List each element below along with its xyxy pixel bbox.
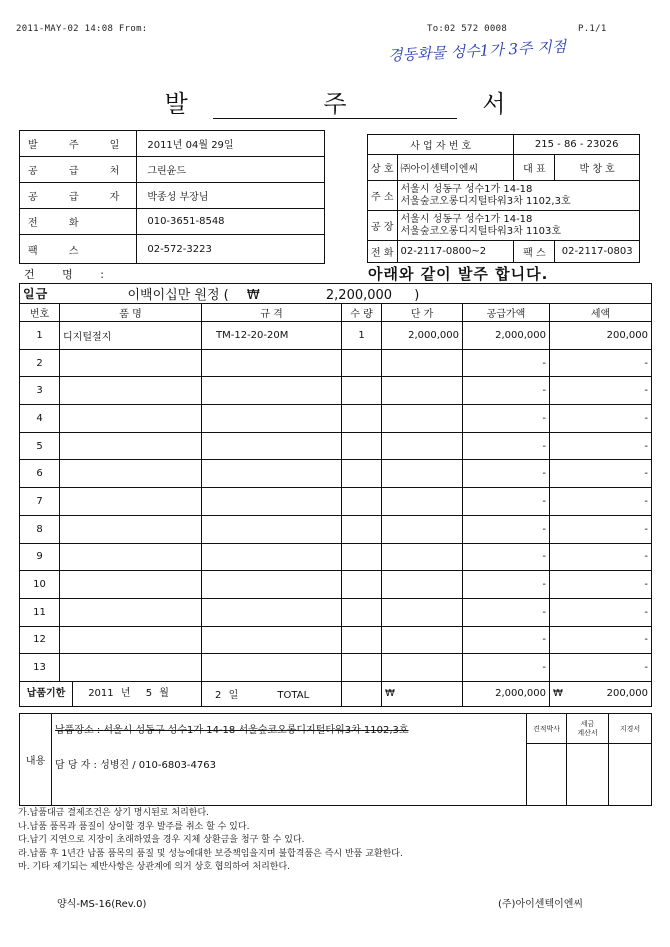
table-cell xyxy=(342,460,382,488)
table-cell xyxy=(60,654,202,682)
doc-label-tax-invoice: 세금 계산서 xyxy=(567,714,609,744)
deadline-label: 납품기한 xyxy=(20,682,73,706)
content-table xyxy=(19,713,652,806)
deadline-month: 5 xyxy=(145,687,153,699)
table-cell: - xyxy=(463,377,550,405)
table-row xyxy=(20,377,652,405)
contact-person: 담 당 자 : 성병진 / 010-6803-4763 xyxy=(52,744,527,806)
table-cell xyxy=(202,488,342,516)
table-cell: - xyxy=(550,460,652,488)
order-info-value: 02-572-3223 xyxy=(137,235,325,264)
table-cell xyxy=(342,654,382,682)
table-cell xyxy=(202,349,342,377)
bizno-label: 사 업 자 번 호 xyxy=(368,135,514,155)
table-row xyxy=(20,322,652,350)
order-info-row xyxy=(20,209,325,235)
total-currency-1: ₩ xyxy=(382,681,463,706)
table-cell xyxy=(202,432,342,460)
address-label: 주 소 xyxy=(368,181,398,211)
tax-total: 200,000 xyxy=(606,688,648,700)
table-cell: - xyxy=(550,598,652,626)
table-cell xyxy=(60,460,202,488)
table-row xyxy=(20,349,652,377)
table-cell: 1 xyxy=(342,322,382,350)
column-header: 세액 xyxy=(550,304,652,322)
table-cell: 10 xyxy=(20,571,60,599)
factory-line-1: 서울시 성동구 성수1가 14-18 xyxy=(400,213,533,225)
table-cell xyxy=(342,377,382,405)
table-cell: 9 xyxy=(20,543,60,571)
table-cell xyxy=(342,349,382,377)
table-row xyxy=(20,405,652,433)
table-cell: - xyxy=(463,626,550,654)
deadline-day: 2 xyxy=(215,690,222,702)
table-cell xyxy=(60,349,202,377)
table-cell xyxy=(60,432,202,460)
table-cell xyxy=(60,488,202,516)
fax-value: 02-2117-0803 xyxy=(555,241,640,263)
table-cell: - xyxy=(550,571,652,599)
table-cell xyxy=(60,377,202,405)
items-table xyxy=(19,283,652,707)
fax-header-to: To:02 572 0008 xyxy=(427,24,508,34)
table-cell xyxy=(342,571,382,599)
table-cell: - xyxy=(463,460,550,488)
table-cell xyxy=(342,515,382,543)
table-cell: - xyxy=(463,432,550,460)
address-line-1: 서울시 성동구 성수1가 14-18 xyxy=(400,183,533,195)
order-info-row xyxy=(20,131,325,157)
table-cell: 3 xyxy=(20,377,60,405)
order-info-row xyxy=(20,183,325,209)
fax-label: 팩 스 xyxy=(514,241,555,263)
order-info-label: 발 주 일 xyxy=(20,131,137,157)
tel-label: 전 화 xyxy=(368,241,398,263)
table-cell xyxy=(382,349,463,377)
table-cell: - xyxy=(463,515,550,543)
column-header: 번호 xyxy=(20,304,60,322)
note-line: 마. 기타 제기되는 제반사항은 상관계에 의거 상호 협의하여 처리한다. xyxy=(18,862,291,873)
factory-line-2: 서울숲코오롱디지털타워3차 1103호 xyxy=(400,225,562,237)
supply-total: 2,000,000 xyxy=(463,681,550,706)
table-cell: 1 xyxy=(20,322,60,350)
table-cell: 11 xyxy=(20,598,60,626)
content-label: 내용 xyxy=(20,714,52,806)
delivery-place: 납품장소 : 서울시 성동구 성수1가 14-18 서울숲코오롱디지털타워3차 1102,3호 xyxy=(52,714,527,744)
table-cell: - xyxy=(550,432,652,460)
table-cell xyxy=(342,598,382,626)
total-currency-2: ₩ xyxy=(553,688,563,700)
deadline-year-unit: 년 xyxy=(120,687,131,699)
table-cell xyxy=(60,571,202,599)
table-cell xyxy=(382,432,463,460)
table-header xyxy=(20,304,652,322)
table-cell: - xyxy=(550,377,652,405)
table-cell: 디지털절지 xyxy=(60,322,202,350)
order-info-row xyxy=(20,157,325,183)
table-cell: - xyxy=(463,571,550,599)
table-cell: 4 xyxy=(20,405,60,433)
order-info-label: 전 화 xyxy=(20,209,137,235)
table-cell xyxy=(60,543,202,571)
total-line-close: ) xyxy=(414,288,420,303)
table-cell: 7 xyxy=(20,488,60,516)
table-cell xyxy=(202,377,342,405)
table-cell: - xyxy=(550,488,652,516)
table-cell xyxy=(202,405,342,433)
table-cell xyxy=(60,515,202,543)
address-line-2: 서울숲코오롱디지털타워3차 1102,3호 xyxy=(400,195,571,207)
fax-header-page: P.1/1 xyxy=(578,24,607,34)
order-info-table xyxy=(19,130,325,264)
total-line-amount: 2,200,000 xyxy=(325,288,393,303)
note-line: 나.납품 품목과 품질이 상이할 경우 발주를 취소 할 수 있다. xyxy=(18,821,250,832)
table-cell xyxy=(382,405,463,433)
table-cell: - xyxy=(463,654,550,682)
table-cell xyxy=(382,488,463,516)
table-row xyxy=(20,515,652,543)
fax-header-left: 2011-MAY-02 14:08 From: xyxy=(16,24,148,34)
table-cell xyxy=(202,460,342,488)
order-phrase: 아래와 같이 발주 합니다. xyxy=(368,265,549,283)
column-header: 단 가 xyxy=(382,304,463,322)
doc-label-estimate: 견적박사 xyxy=(527,714,567,744)
handwritten-note: 경동화물 성수1가 3주 지점 xyxy=(387,37,567,65)
order-info-label: 공 급 자 xyxy=(20,183,137,209)
note-line: 가.납품대금 결제조건은 상기 명시된로 처리한다. xyxy=(18,808,210,818)
total-line-label: 일금 xyxy=(20,284,60,304)
table-cell: - xyxy=(463,543,550,571)
title-underline xyxy=(213,118,457,119)
ceo-label: 대 표 xyxy=(514,155,555,181)
table-cell: - xyxy=(550,626,652,654)
table-row xyxy=(20,626,652,654)
table-cell xyxy=(202,654,342,682)
notes xyxy=(18,807,403,875)
table-cell: - xyxy=(550,405,652,433)
table-cell xyxy=(382,377,463,405)
table-cell: - xyxy=(463,349,550,377)
table-cell xyxy=(382,543,463,571)
table-cell: - xyxy=(463,598,550,626)
column-header: 공급가액 xyxy=(463,304,550,322)
table-cell: - xyxy=(550,654,652,682)
total-label: TOTAL xyxy=(277,690,310,702)
form-code: 양식-MS-16(Rev.0) xyxy=(57,899,147,910)
table-cell xyxy=(342,432,382,460)
page-title: 발 주 서 xyxy=(164,90,570,118)
doc-label-other: 지경서 xyxy=(609,714,652,744)
table-cell: - xyxy=(463,488,550,516)
footer-row xyxy=(20,681,652,706)
table-cell: 6 xyxy=(20,460,60,488)
note-line: 다.납기 지연으로 지장이 초래하였을 경우 지체 상환금을 청구 할 수 있다. xyxy=(18,835,305,846)
total-line-text: 이백이십만 원정 ( xyxy=(127,288,229,303)
table-cell xyxy=(342,543,382,571)
column-header: 수 량 xyxy=(342,304,382,322)
tel-value: 02-2117-0800~2 xyxy=(397,241,514,263)
table-row xyxy=(20,571,652,599)
bizno-value: 215 - 86 - 23026 xyxy=(514,135,640,155)
company-value: ㈜아이센텍이엔씨 xyxy=(397,155,514,181)
table-cell: - xyxy=(550,349,652,377)
table-row xyxy=(20,598,652,626)
ceo-value: 박 창 호 xyxy=(555,155,640,181)
table-cell xyxy=(382,626,463,654)
table-row xyxy=(20,488,652,516)
table-cell: TM-12-20-20M xyxy=(202,322,342,350)
table-cell: 13 xyxy=(20,654,60,682)
table-row xyxy=(20,654,652,682)
total-line-currency: ₩ xyxy=(246,288,260,303)
table-row xyxy=(20,432,652,460)
table-cell xyxy=(342,626,382,654)
table-cell xyxy=(382,598,463,626)
table-cell xyxy=(382,654,463,682)
factory-label: 공 장 xyxy=(368,211,398,241)
table-cell: 2,000,000 xyxy=(382,322,463,350)
table-cell: - xyxy=(463,405,550,433)
table-cell: - xyxy=(550,515,652,543)
table-cell: 2 xyxy=(20,349,60,377)
column-header: 품 명 xyxy=(60,304,202,322)
buyer-info-table xyxy=(367,134,640,263)
table-row xyxy=(20,543,652,571)
table-cell xyxy=(382,571,463,599)
footer-company: (주)아이센텍이엔씨 xyxy=(498,899,584,910)
table-cell xyxy=(342,488,382,516)
table-cell: 12 xyxy=(20,626,60,654)
note-line: 라.납품 후 1년간 납품 품목의 품질 및 성능에대한 보증책임을지며 불합격품은 즉시 반품 교환한다. xyxy=(18,848,403,859)
table-cell: 8 xyxy=(20,515,60,543)
table-cell: - xyxy=(550,543,652,571)
deadline-year: 2011 xyxy=(88,687,114,699)
table-cell: 5 xyxy=(20,432,60,460)
order-info-value: 2011년 04월 29일 xyxy=(137,131,325,157)
table-cell xyxy=(342,405,382,433)
subject-label: 건 명 : xyxy=(24,268,116,281)
table-cell xyxy=(202,626,342,654)
order-info-label: 팩 스 xyxy=(20,235,137,264)
table-cell xyxy=(202,571,342,599)
column-header: 규 격 xyxy=(202,304,342,322)
order-info-value: 010-3651-8548 xyxy=(137,209,325,235)
deadline-month-unit: 월 xyxy=(159,687,169,699)
table-cell xyxy=(60,626,202,654)
table-cell: 2,000,000 xyxy=(463,322,550,350)
table-cell xyxy=(202,515,342,543)
order-info-value: 그린윤드 xyxy=(137,157,325,183)
company-label: 상 호 xyxy=(368,155,398,181)
table-cell xyxy=(382,460,463,488)
table-row xyxy=(20,460,652,488)
table-cell xyxy=(60,598,202,626)
deadline-day-unit: 일 xyxy=(228,690,239,702)
table-cell: 200,000 xyxy=(550,322,652,350)
table-cell xyxy=(382,515,463,543)
order-info-value: 박종성 부장님 xyxy=(137,183,325,209)
order-info-row xyxy=(20,235,325,264)
table-cell xyxy=(60,405,202,433)
order-info-label: 공 급 처 xyxy=(20,157,137,183)
table-cell xyxy=(202,598,342,626)
table-cell xyxy=(202,543,342,571)
